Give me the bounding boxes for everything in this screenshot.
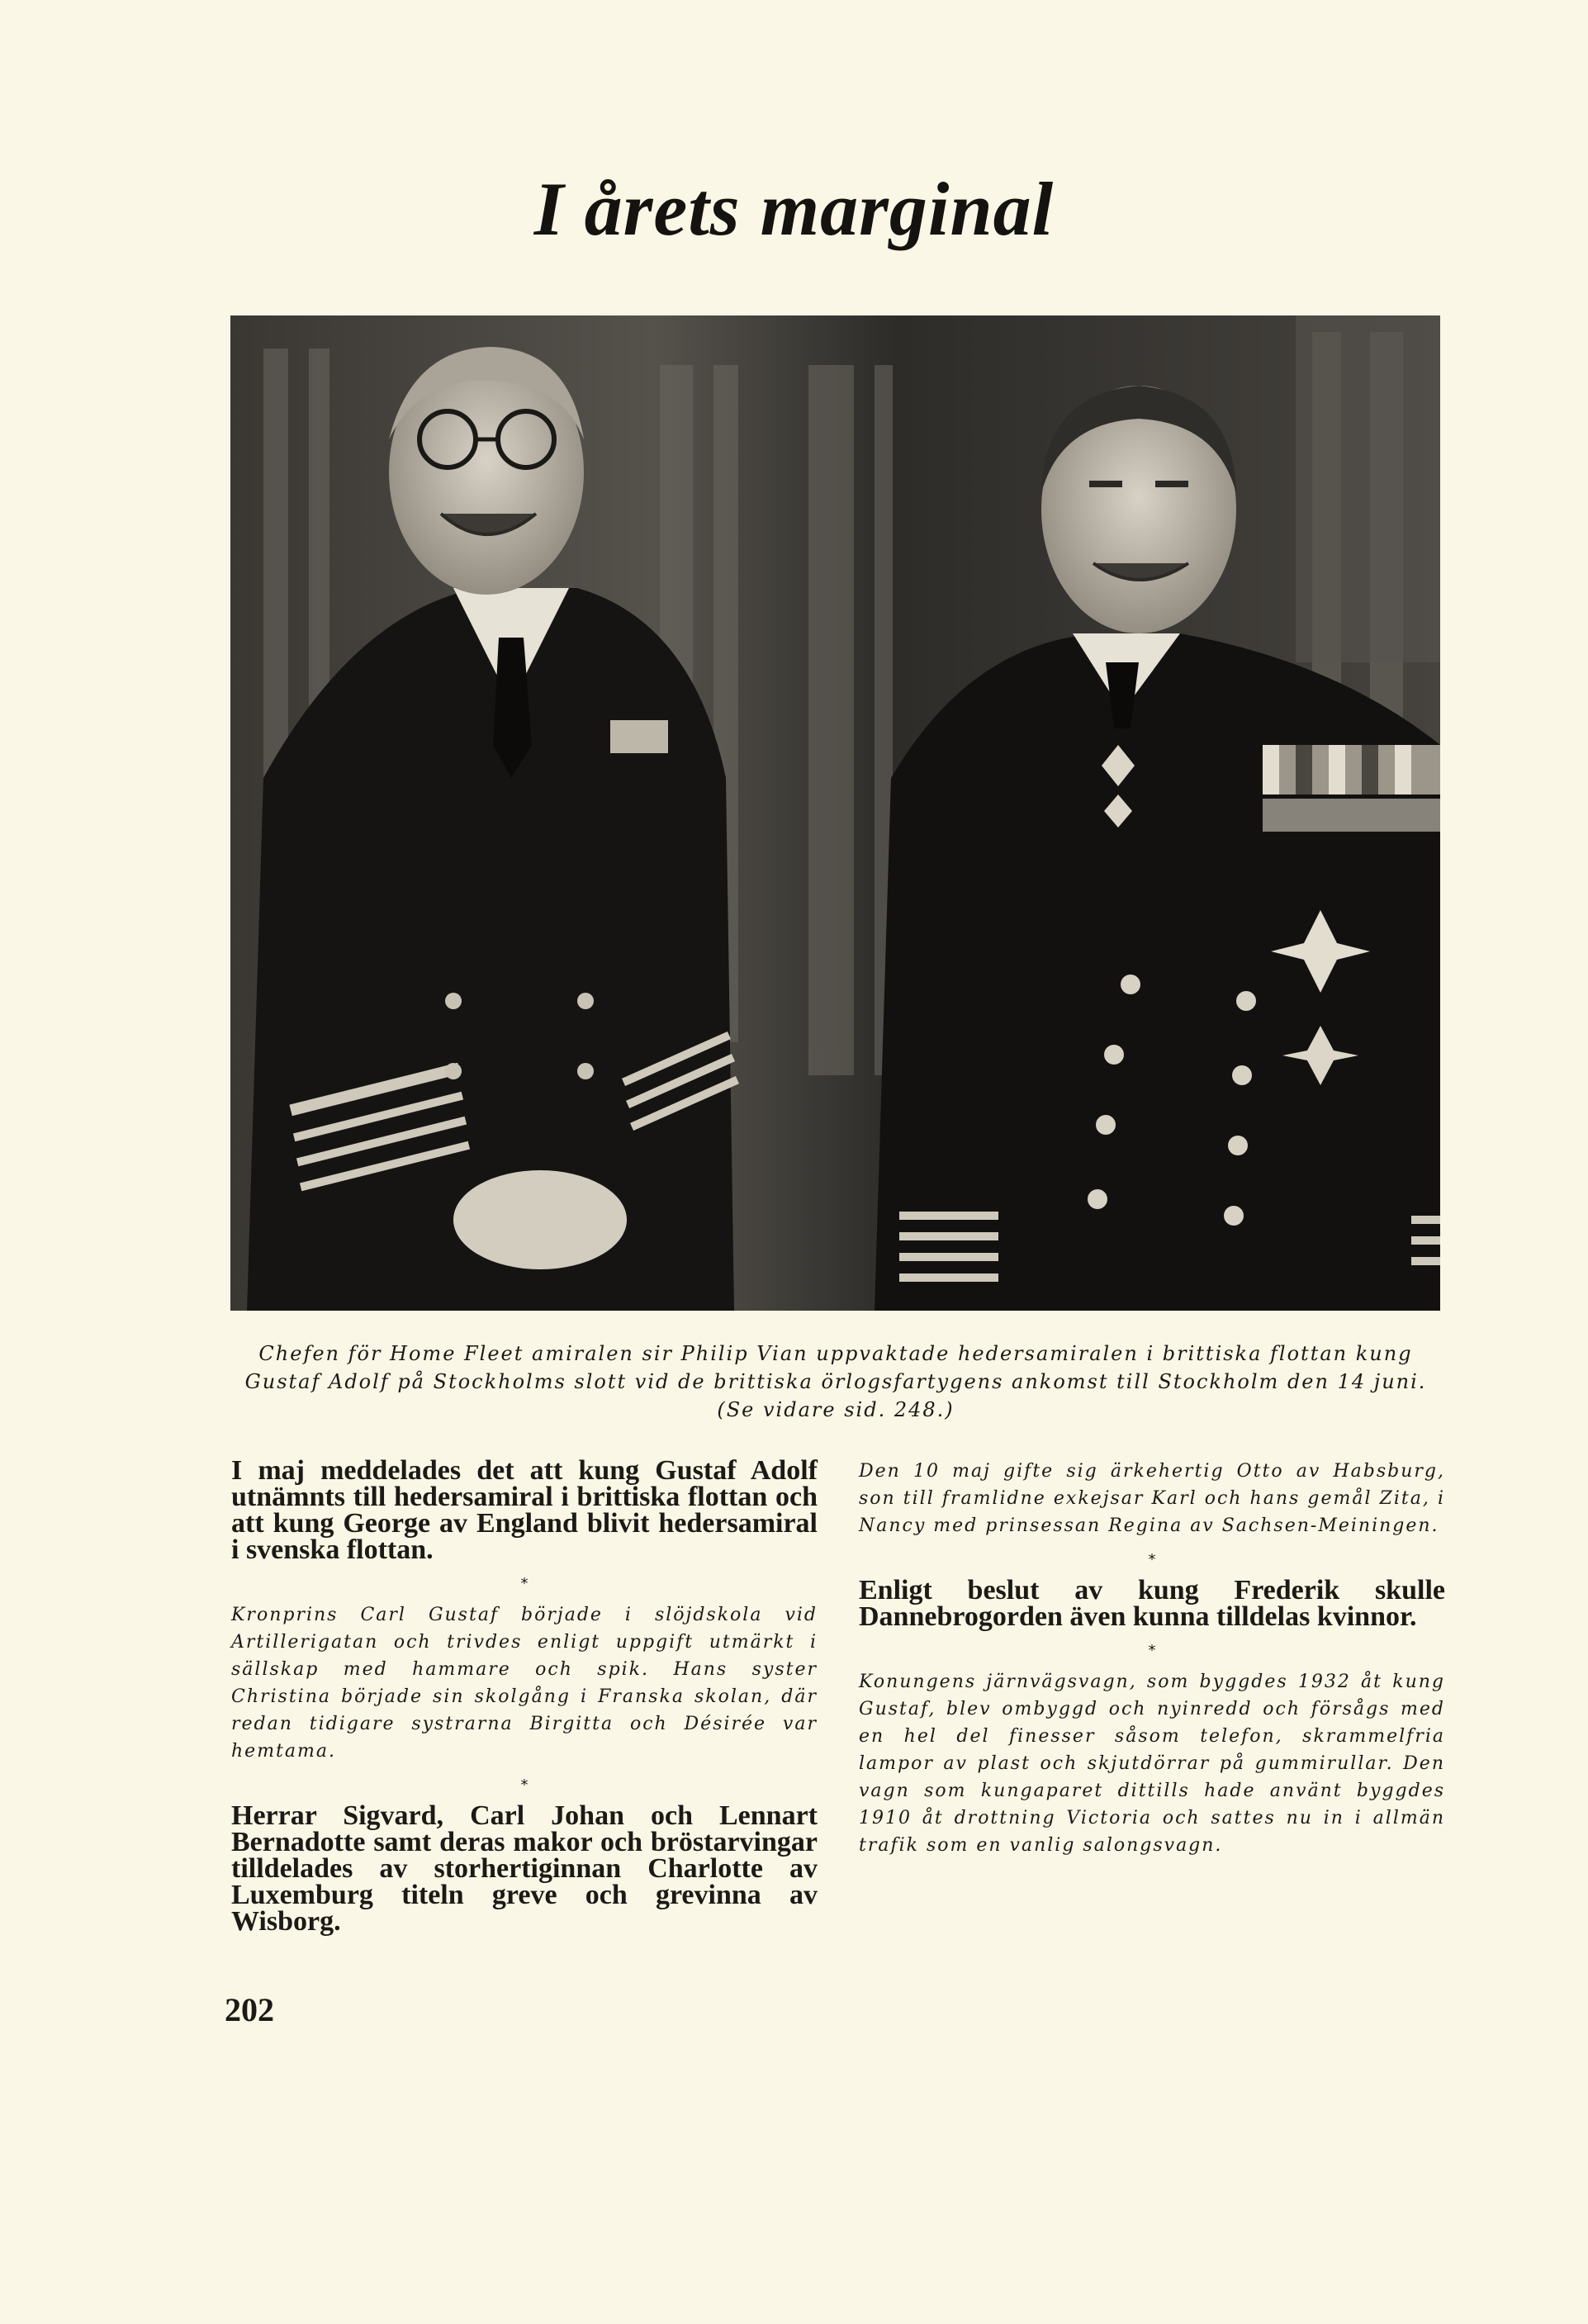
separator-star: * (1148, 1551, 1156, 1568)
left-column (231, 1455, 818, 1937)
page-number: 202 (225, 1991, 274, 2028)
news-item-honorary-admirals: I maj meddelades det att kung Gustaf Adolf utnämnts till hedersamiral i brittiska flottan och att kung George av England blivit hedersamiral i svenska flottan. (231, 1455, 818, 1565)
news-item-crown-prince-school: Kronprins Carl Gustaf började i slöjdskola vid Artillerigatan och trivdes enligt uppgift utmärkt i sällskap med hammare och spik. Hans syster Christina började sin skolgång i Franska skolan, där redan tidigare systrarna Birgitta och Désirée var hemtama. (231, 1605, 818, 1762)
news-item-royal-train-car: Konungens järnvägsvagn, som byggdes 1932 åt kung Gustaf, blev ombyggd och nyinredd och försågs med en hel del finesser såsom telefon, skrammelfria lampor av plast och skjutdörrar på gummirullar. Den vagn som kungaparet dittills hade använt byggdes 1910 åt drottning Victoria och sattes nu in i allmän trafik som en vanlig salongsvagn. (859, 1672, 1445, 1856)
separator-star: * (520, 1575, 529, 1592)
news-item-dannebrog: Enligt beslut av kung Frederik skulle Dannebrogorden även kunna tilldelas kvinnor. (859, 1575, 1445, 1632)
separator-star: * (520, 1776, 529, 1794)
news-item-bernadotte-wisborg: Herrar Sigvard, Carl Johan och Lennart Bernadotte samt deras makor och bröstarvingar tilldelades av storhertiginnan Charlotte av Luxemburg titeln greve och grevinna av Wisborg. (231, 1800, 818, 1937)
photo-caption: Chefen för Home Fleet amiralen sir Philip Vian uppvaktade hedersamiralen i brittiska flottan kung Gustaf Adolf på Stockholms slott vid de brittiska örlogsfartygens ankomst till Stockholm den 14 juni. (Se vidare sid. 248.) (244, 1342, 1427, 1421)
photo-admirals (230, 315, 1440, 1311)
separator-star: * (1148, 1642, 1156, 1659)
page-title: I årets marginal (533, 167, 1055, 251)
right-column (859, 1458, 1445, 1859)
news-item-otto-habsburg: Den 10 maj gifte sig ärkehertig Otto av Habsburg, son till framlidne exkejsar Karl och hans gemål Zita, i Nancy med prinsessan Regina av Sachsen-Meiningen. (859, 1461, 1445, 1536)
